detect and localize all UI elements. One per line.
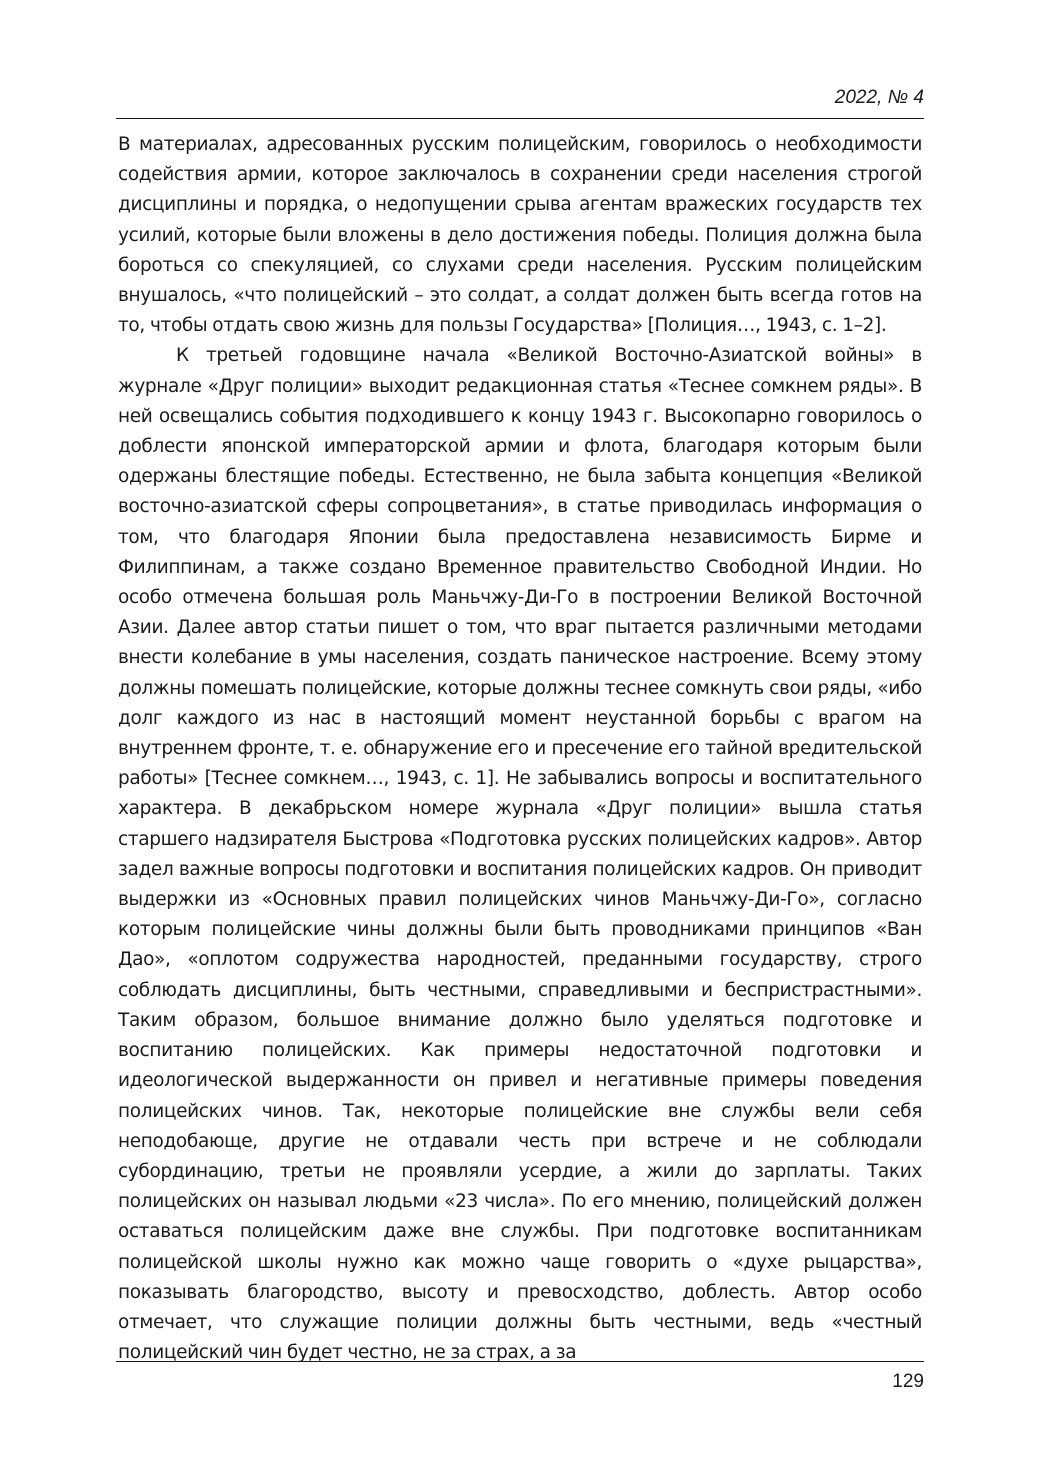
header-divider [116,118,924,119]
article-body [118,130,922,1368]
page-number: 129 [892,1371,924,1392]
paragraph-1: В материалах, адресованных русским полицейским, говорилось о необходимости содействия армии, которое заключалось в сохранении среди населения строгой дисциплины и порядка, о недопущении срыва агентам вражеских государств тех усилий, которые были вложены в дело достижения победы. Полиция должна была бороться со спекуляцией, со слухами среди населения. Русским полицейским внушалось, «что полицейский – это солдат, а солдат должен быть всегда готов на то, чтобы отдать свою жизнь для пользы Государства» [Полиция…, 1943, с. 1–2]. [118,134,922,337]
running-head-issue: 2022, № 4 [834,87,924,108]
paragraph-2: К третьей годовщине начала «Великой Восточно-Азиатской войны» в журнале «Друг полиции» выходит редакционная статья «Теснее сомкнем ряды». В ней освещались события подходившего к концу 1943 г. Высокопарно говорилось о доблести японской императорской армии и флота, благодаря которым были одержаны блестящие победы. Естественно, не была забыта концепция «Великой восточно-азиатской сферы сопроцветания», в статье приводилась информация о том, что благодаря Японии была предоставлена независимость Бирме и Филиппинам, а также создано Временное правительство Свободной Индии. Но особо отмечена большая роль Маньчжу-Ди-Го в построении Великой Восточной Азии. Далее автор статьи пишет о том, что враг пытается различными методами внести колебание в умы населения, создать паническое настроение. Всему этому должны помешать полицейские, которые должны теснее сомкнуть свои ряды, «ибо долг каждого из нас в настоящий момент неустанной борьбы с врагом на внутреннем фронте, т. е. обнаружение его и пресечение его тайной вредительской работы» [Теснее сомкнем…, 1943, с. 1]. Не забывались вопросы и воспитательного характера. В декабрьском номере журнала «Друг полиции» вышла статья старшего надзирателя Быстрова «Подготовка русских полицейских кадров». Автор задел важные вопросы подготовки и воспитания полицейских кадров. Он приводит выдержки из «Основных правил полицейских чинов Маньчжу-Ди-Го», согласно которым полицейские чины должны были быть проводниками принципов «Ван Дао», «оплотом содружества народностей, преданными государству, строго соблюдать дисциплины, быть честными, справедливыми и беспристрастными». Таким образом, большое внимание должно было уделяться подготовке и воспитанию полицейских. Как примеры недостаточной подготовки и идеологической выдержанности он привел и негативные примеры поведения полицейских чинов. Так, некоторые полицейские вне службы вели себя неподобающе, другие не отдавали честь при встрече и не соблюдали субординацию, третьи не проявляли усердие, а жили до зарплаты. Таких полицейских он называл людьми «23 числа». По его мнению, полицейский должен оставаться полицейским даже вне службы. При подготовке воспитанникам полицейской школы нужно как можно чаще говорить о «духе рыцарства», показывать благородство, высоту и превосходство, доблесть. Автор особо отмечает, что служащие полиции должны быть честными, ведь «честный полицейский чин будет честно, не за страх, а за [118,345,922,1364]
footer-divider [116,1361,924,1362]
